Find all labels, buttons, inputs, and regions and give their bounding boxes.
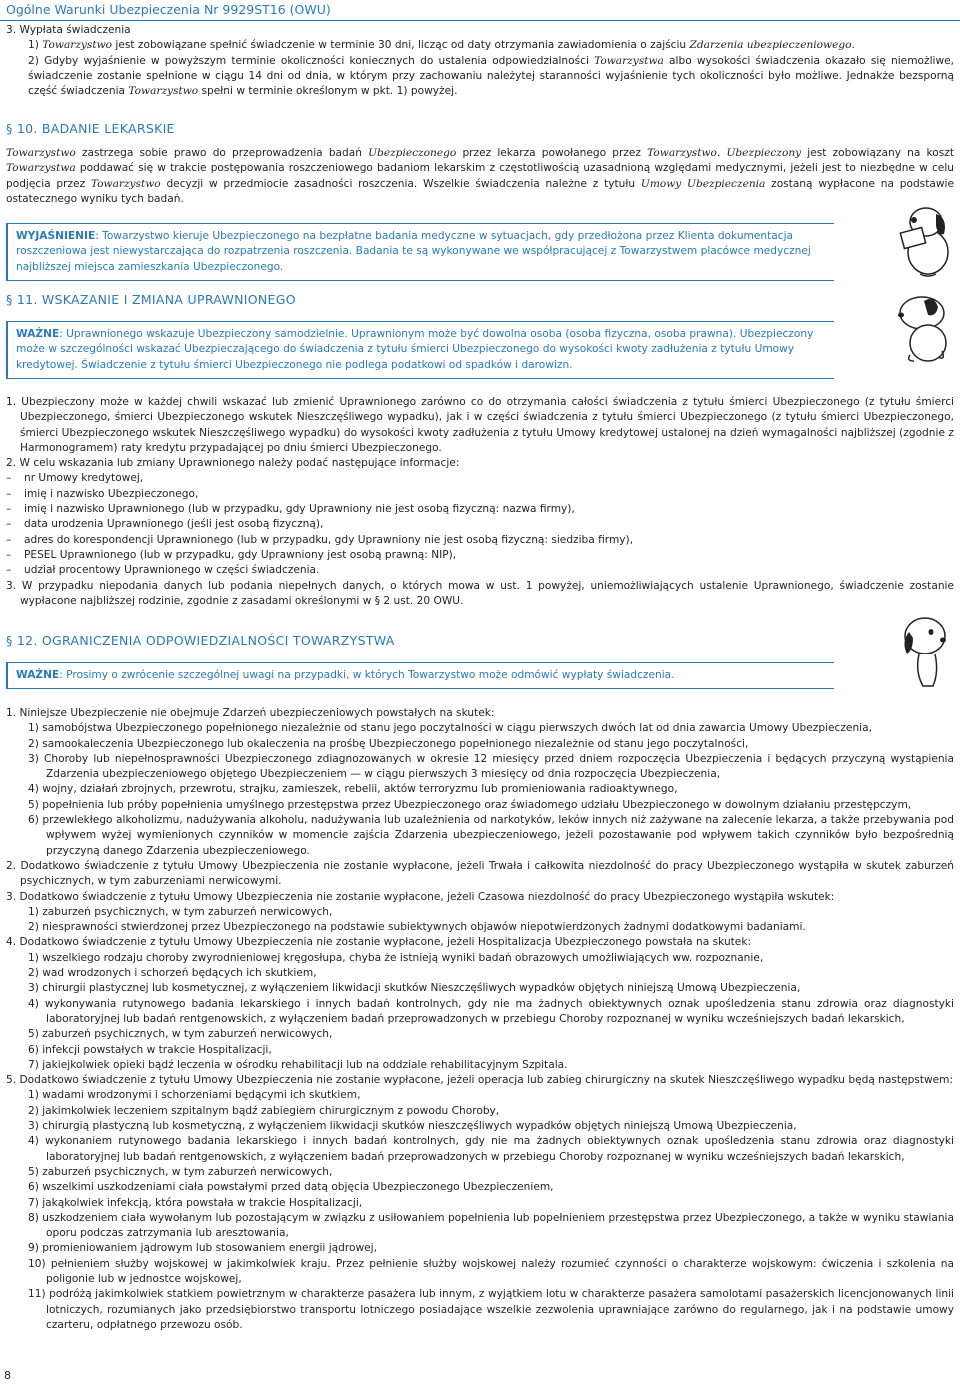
- s12-sub: 2) niesprawności stwierdzonej przez Ubezpieczonego na podstawie subiektywnych objawów niepotwierdzonych żadnymi dodatkowymi badaniami.: [28, 921, 806, 934]
- document-header: Ogólne Warunki Ubezpieczenia Nr 9929ST16 (OWU): [6, 2, 331, 17]
- s12-item-1: 1. Niniejsze Ubezpieczenie nie obejmuje Zdarzeń ubezpieczeniowych powstałych na skutek:: [6, 707, 495, 719]
- section-12-title: § 12. OGRANICZENIA ODPOWIEDZIALNOŚCI TOWARZYSTWA: [6, 633, 395, 648]
- s12-sub: 5) popełnienia lub próby popełnienia umyślnego przestępstwa przez Ubezpieczonego oraz świadomego udziału Ubezpieczonego w dowolnym działaniu przestępczym,: [28, 798, 912, 811]
- s11-item-3: 3. W przypadku niepodania danych lub podania niepełnych danych, o których mowa w ust. 1 powyżej, uniemożliwiających ustalenie Uprawnionego, świadczenie zostanie wypłacone najbliższej rodzinie, zgodnie z zasadami określonymi w § 2 ust. 20 OWU.: [6, 579, 954, 607]
- s12-sub: 11) podróżą jakimkolwiek statkiem powietrznym w charakterze pasażera lub innym, z wyjątkiem lotu w charakterze pasażera samolotami pasażerskich licencjonowanych linii lotniczych, rozumianych jako przedsiębiorstwo transportu lotniczego posiadające wszelkie zezwolenia uprawniające zarówno do regularnego, jak i na podstawie umowy czarteru, odpłatnego przewozu osób.: [28, 1288, 954, 1331]
- item-3: 3. Wypłata świadczenia: [6, 24, 131, 36]
- s12-sub: 2) samookaleczenia Ubezpieczonego lub okaleczenia na prośbę Ubezpieczonego popełnionego niezależnie od stanu jego poczytalności,: [28, 737, 749, 750]
- s12-sub: 1) zaburzeń psychicznych, w tym zaburzeń nerwicowych,: [28, 905, 333, 918]
- s12-sub: 4) wojny, działań zbrojnych, przewrotu, strajku, zamieszek, rebelii, aktów terroryzmu lub promieniowania radioaktywnego,: [28, 783, 678, 796]
- s12-sub: 2) jakimkolwiek leczeniem szpitalnym bądź zabiegiem chirurgicznym z powodu Choroby,: [28, 1104, 500, 1117]
- snoopy-standing-illustration: [893, 610, 959, 690]
- dash-item: – data urodzenia Uprawnionego (jeśli jest osobą fizyczną),: [6, 518, 324, 531]
- s12-sub: 6) przewlekłego alkoholizmu, nadużywania alkoholu, nadużywania lub uzależnienia od narkotyków, leków innych niż zażywane na zalecenie lekarza, a także przebywania pod wpływem wyżej wymienionych czynników w momencie zajścia Zdarzenia ubezpieczeniowego, jeżeli pozostawanie pod wpływem takich czynników było bezpośrednią przyczyną danego Zdarzenia ubezpieczeniowego.: [28, 814, 954, 857]
- page-number: 8: [4, 1369, 11, 1382]
- s12-sub: 1) wszelkiego rodzaju choroby zwyrodnieniowej kręgosłupa, chyba że istnieją wyniki badań obrazowych umożliwiających ww. rozpoznanie,: [28, 951, 764, 964]
- s12-sub: 7) jakąkolwiek infekcją, która powstała w trakcie Hospitalizacji,: [28, 1196, 363, 1209]
- dash-item: – imię i nazwisko Uprawnionego (lub w przypadku, gdy Uprawniony nie jest osobą fizyczną: nazwa firmy),: [6, 503, 575, 516]
- s12-item-5: 5. Dodatkowo świadczenie z tytułu Umowy Ubezpieczenia nie zostanie wypłacone, jeżeli operacja lub zabieg chirurgiczny na skutek Nieszczęśliwego wypadku będą następstwem:: [6, 1074, 954, 1087]
- important-box-11: WAŻNE: Uprawnionego wskazuje Ubezpieczony samodzielnie. Uprawnionym może być dowolna osoba (osoba fizyczna, osoba prawna). Ubezpieczony może w szczególności wskazać Ubezpieczającego do świadczenia z tytułu śmierci Ubezpieczonego do wysokości kwoty zadłużenia z tytułu Umowy kredytowej. Świadczenie z tytułu śmierci Ubezpieczonego nie podlega podatkowi od spadków i darowizn.: [6, 321, 834, 379]
- s12-sub: 8) uszkodzeniem ciała wywołanym lub pozostającym w związku z usiłowaniem popełnienia lub popełnieniem przestępstwa przez Ubezpieczonego, a także w wyniku stawiania oporu podczas zatrzymania lub aresztowania,: [28, 1211, 954, 1240]
- s12-sub: 9) promieniowaniem jądrowym lub stosowaniem energii jądrowej,: [28, 1242, 377, 1255]
- s12-sub: 6) infekcji powstałych w trakcie Hospitalizacji,: [28, 1043, 272, 1056]
- important-box-12: WAŻNE: Prosimy o zwrócenie szczególnej uwagi na przypadki, w których Towarzystwo może odmówić wypłaty świadczenia.: [6, 662, 834, 689]
- point-2: 2) Gdyby wyjaśnienie w powyższym terminie okoliczności koniecznych do ustalenia odpowiedzialności Towarzystwa albo wysokości świadczenia okazało się niemożliwe, świadczenie zostanie spełnione w ciągu 14 dni od dnia, w którym przy zachowaniu należytej staranności wyjaśnienie tych okoliczności było możliwe. Jednakże bezsporną część świadczenia Towarzystwo spełni w terminie określonym w pkt. 1) powyżej.: [28, 54, 954, 98]
- s12-sub: 4) wykonaniem rutynowego badania lekarskiego i innych badań kontrolnych, gdy nie ma żadnych obiektywnych oznak upośledzenia stanu zdrowia oraz diagnostyki laboratoryjnej lub badań rentgenowskich, z wyłączeniem badań przeprowadzonych w przebiegu Choroby rozpoznanej w wyniku wcześniejszych badań lekarskich,: [28, 1135, 954, 1163]
- s12-sub: 1) wadami wrodzonymi i schorzeniami będącymi ich skutkiem,: [28, 1089, 361, 1102]
- s12-sub: 7) jakiejkolwiek opieki bądź leczenia w ośrodku rehabilitacji lub na oddziale rehabilitacyjnym Szpitala.: [28, 1058, 568, 1071]
- dash-item: – adres do korespondencji Uprawnionego (lub w przypadku, gdy Uprawniony nie jest osobą fizyczną: siedziba firmy),: [6, 533, 634, 546]
- s11-item-2: 2. W celu wskazania lub zmiany Uprawnionego należy podać następujące informacje:: [6, 457, 460, 470]
- s12-item-4: 4. Dodatkowo świadczenie z tytułu Umowy Ubezpieczenia nie zostanie wypłacone, jeżeli Hospitalizacja Ubezpieczonego powstała na skutek:: [6, 936, 752, 949]
- s12-sub: 3) chirurgią plastyczną lub kosmetyczną, z wyłączeniem likwidacji skutków nieszczęśliwych wypadków objętych niniejszą Umową Ubezpieczenia,: [28, 1120, 797, 1133]
- point-1: 1) Towarzystwo jest zobowiązane spełnić świadczenie w terminie 30 dni, licząc od daty otrzymania zawiadomienia o zajściu Zdarzenia ubezpieczeniowego.: [28, 39, 855, 52]
- section-11-title: § 11. WSKAZANIE I ZMIANA UPRAWNIONEGO: [6, 292, 296, 307]
- important-label: WAŻNE: [16, 328, 60, 340]
- snoopy-reading-illustration: [892, 200, 958, 280]
- s12-sub: 4) wykonywania rutynowego badania lekarskiego i innych badań kontrolnych, gdy nie ma żadnych obiektywnych oznak upośledzenia stanu zdrowia oraz diagnostyki laboratoryjnej lub badań rentgenowskich, z wyłączeniem badań przeprowadzonych w przebiegu Choroby rozpoznanej w wyniku wcześniejszych badań lekarskich,: [28, 997, 954, 1025]
- s12-sub: 5) zaburzeń psychicznych, w tym zaburzeń nerwicowych,: [28, 1165, 333, 1178]
- dash-item: – nr Umowy kredytowej,: [6, 472, 144, 485]
- section-12-body: [6, 706, 954, 1333]
- s12-sub: 1) samobójstwa Ubezpieczonego popełnionego niezależnie od stanu jego poczytalności w ciągu pierwszych dwóch lat od dnia zawarcia Umowy Ubezpieczenia,: [28, 722, 872, 735]
- s12-sub: 10) pełnieniem służby wojskowej w jakimkolwiek kraju. Przez pełnienie służby wojskowej należy rozumieć czynności o charakterze wojskowym: ćwiczenia i szkolenia na poligonie lub w jednostce wojskowej,: [28, 1257, 954, 1285]
- section-9-continuation: [6, 23, 954, 99]
- section-10-body: Towarzystwo zastrzega sobie prawo do przeprowadzenia badań Ubezpieczonego przez lekarza powołanego przez Towarzystwo. Ubezpieczony jest zobowiązany na koszt Towarzystwa poddawać się w trakcie postępowania roszczeniowego badaniom lekarskim z częstotliwością uzasadnioną względami medycznymi, jeżeli jest to niezbędne w celu podjęcia przez Towarzystwo decyzji w przedmiocie zasadności roszczenia. Wszelkie świadczenia należne z tytułu Umowy Ubezpieczenia zostaną wypłacone na podstawie ostatecznego wyniku tych badań.: [6, 147, 954, 205]
- dash-item: – PESEL Uprawnionego (lub w przypadku, gdy Uprawniony jest osobą prawną: NIP),: [6, 548, 457, 561]
- s12-sub: 6) wszelkimi uszkodzeniami ciała powstałymi przed datą objęcia Ubezpieczonego Ubezpieczeniem,: [28, 1181, 554, 1194]
- dash-item: – udział procentowy Uprawnionego w części świadczenia.: [6, 564, 320, 577]
- s11-item-1: 1. Ubezpieczony może w każdej chwili wskazać lub zmienić Uprawnionego zarówno co do otrzymania całości świadczenia z tytułu śmierci Ubezpieczonego (z tytułu śmierci Ubezpieczonego, śmierci Ubezpieczonego wskutek Nieszczęśliwego wypadku), jak i w części świadczenia z tytułu śmierci Ubezpieczonego (z tytułu śmierci Ubezpieczonego, śmierci Ubezpieczonego wskutek Nieszczęśliwego wypadku) do wysokości kwoty zadłużenia z tytułu Umowy kredytowej ustalonej na dzień wymagalności najbliższej (zgodnie z Harmonogramem) raty kredytu przypadającej po dniu śmierci Ubezpieczonego.: [6, 396, 954, 454]
- explanation-box: WYJAŚNIENIE: Towarzystwo kieruje Ubezpieczonego na bezpłatne badania medyczne w sytuacjach, gdy przedłożona przez Klienta dokumentacja roszczeniowa jest niewystarczająca do rozpatrzenia roszczenia. Badania te są wykonywane we współpracującej z Towarzystwem placówce medycznej najbliższej miejsca zamieszkania Ubezpieczonego.: [6, 223, 834, 281]
- section-11-body: [6, 395, 954, 609]
- explanation-label: WYJAŚNIENIE: [16, 230, 96, 242]
- section-10-title: § 10. BADANIE LEKARSKIE: [6, 121, 175, 136]
- s12-sub: 3) Choroby lub niepełnosprawności Ubezpieczonego zdiagnozowanych w okresie 12 miesięcy przed dniem rozpoczęcia Ubezpieczenia i będących przyczyną wystąpienia Zdarzenia ubezpieczeniowego objętego Ubezpieczeniem — w ciągu pierwszych 3 miesięcy od dnia rozpoczęcia Ubezpieczenia,: [28, 752, 954, 781]
- s12-item-2: 2. Dodatkowo świadczenie z tytułu Umowy Ubezpieczenia nie zostanie wypłacone, jeżeli Trwała i całkowita niezdolność do pracy Ubezpieczonego wystąpiła w skutek zaburzeń psychicznych, w tym zaburzeniami nerwicowymi.: [6, 859, 954, 888]
- s12-sub: 3) chirurgii plastycznej lub kosmetycznej, z wyłączeniem likwidacji skutków Nieszczęśliwych wypadków objętych niniejszą Umową Ubezpieczenia,: [28, 982, 801, 995]
- snoopy-sitting-illustration: [888, 285, 958, 365]
- s12-sub: 5) zaburzeń psychicznych, w tym zaburzeń nerwicowych,: [28, 1028, 333, 1041]
- s12-sub: 2) wad wrodzonych i schorzeń będących ich skutkiem,: [28, 967, 317, 980]
- dash-item: – imię i nazwisko Ubezpieczonego,: [6, 487, 199, 500]
- s12-item-3: 3. Dodatkowo świadczenie z tytułu Umowy Ubezpieczenia nie zostanie wypłacone, jeżeli Czasowa niezdolność do pracy Ubezpieczonego wystąpiła wskutek:: [6, 890, 835, 903]
- important-label: WAŻNE: [16, 669, 60, 681]
- header-divider: [0, 20, 960, 21]
